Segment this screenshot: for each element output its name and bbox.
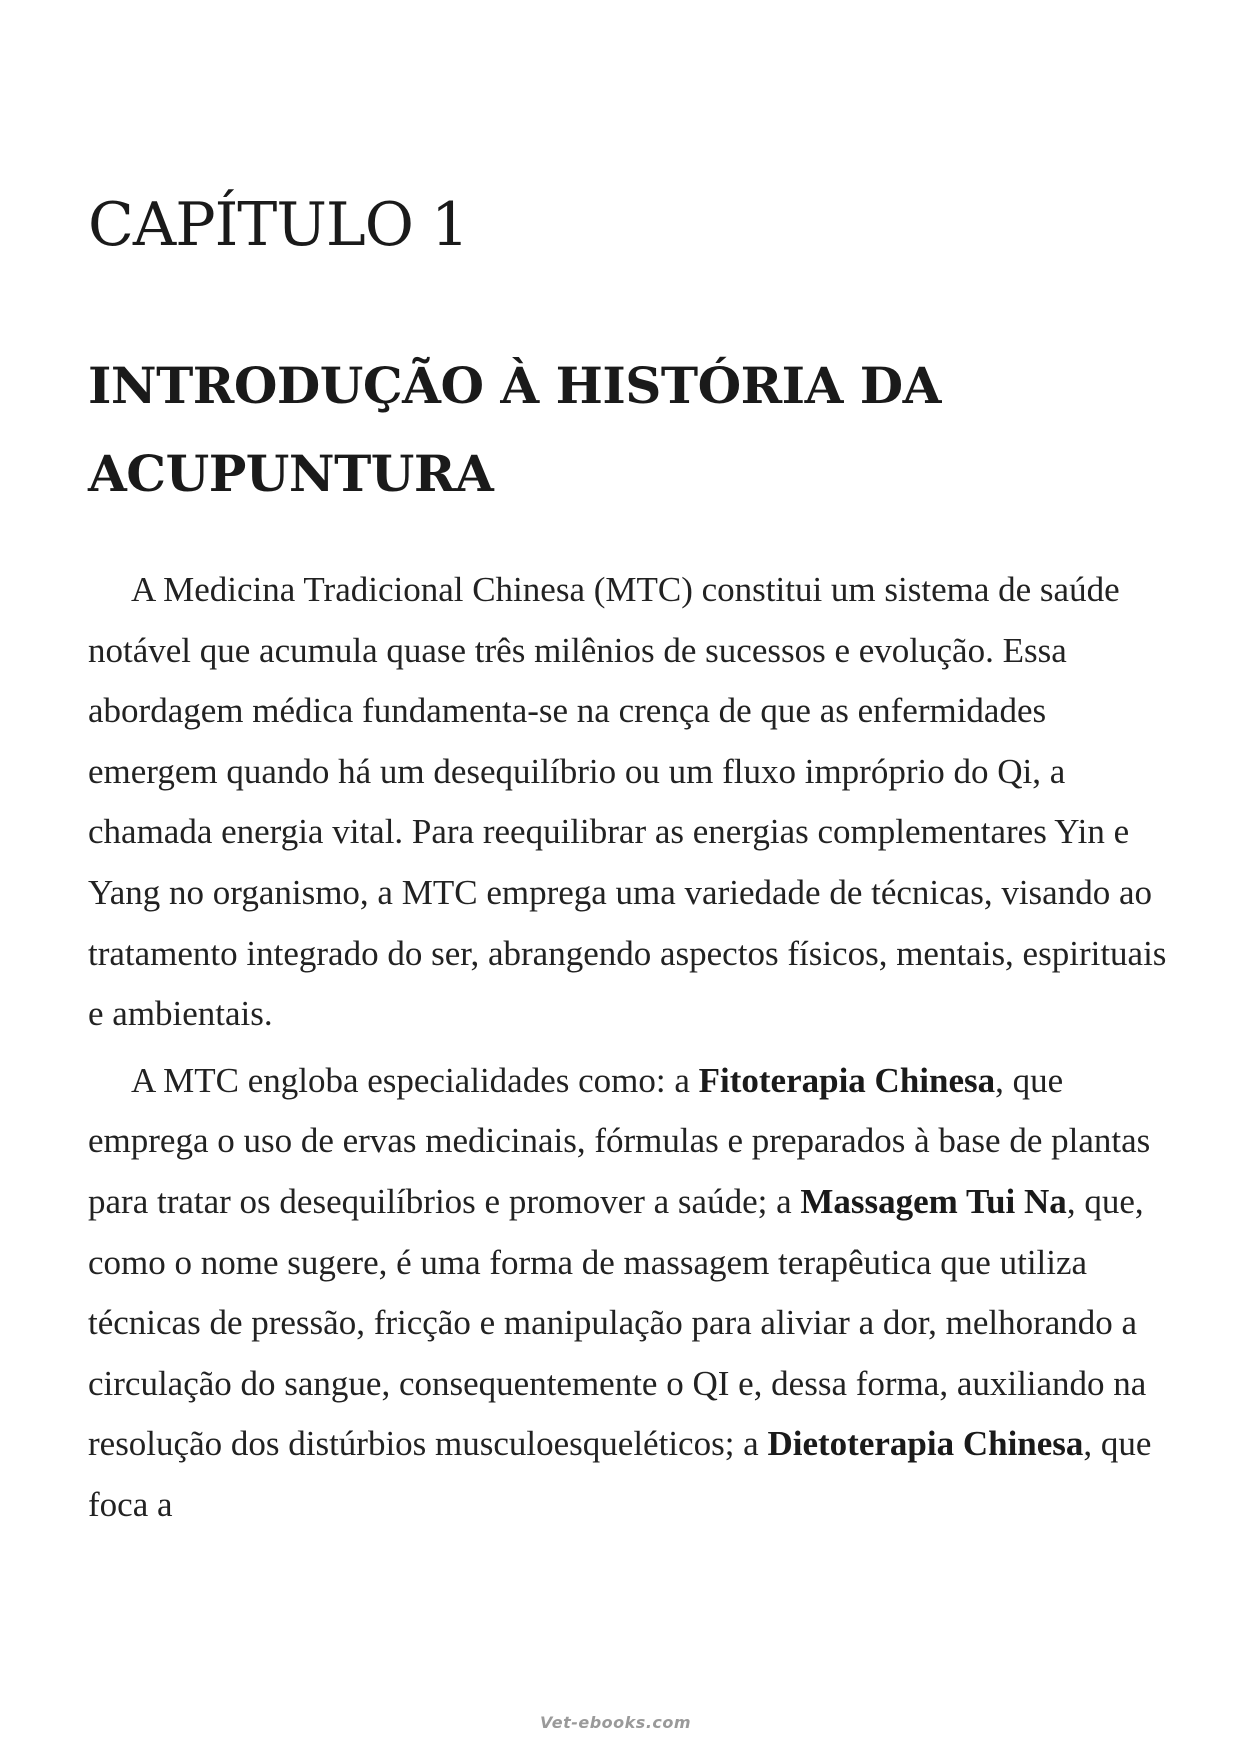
chapter-heading: CAPÍTULO 1 xyxy=(88,190,469,260)
chapter-title xyxy=(88,342,1158,518)
paragraph-1: A Medicina Tradicional Chinesa (MTC) constitui um sistema de saúde notável que acumula quase três milênios de sucessos e evolução. Essa abordagem médica fundamenta-se na crença de que as enfermidades emergem quando há um desequilíbrio ou um fluxo impróprio do Qi, a chamada energia vital. Para reequilibrar as energias complementares Yin e Yang no organismo, a MTC emprega uma variedade de técnicas, visando ao tratamento integrado do ser, abrangendo aspectos físicos, mentais, espirituais e ambientais. xyxy=(88,570,1167,1034)
term-fitoterapia-chinesa: Fitoterapia Chinesa xyxy=(698,1060,996,1100)
term-massagem-tui-na: Massagem Tui Na xyxy=(800,1181,1067,1221)
book-page xyxy=(88,0,1168,1755)
paragraph-2-text: , que foca a xyxy=(88,1424,1152,1524)
chapter-title-line-1: INTRODUÇÃO À HISTÓRIA DA xyxy=(88,356,941,415)
paragraph-2-text: , que emprega o uso de ervas medicinais, fórmulas e preparados à base de plantas para tratar os desequilíbrios e promover a saúde; a xyxy=(88,1060,1151,1221)
term-dietoterapia-chinesa: Dietoterapia Chinesa xyxy=(767,1424,1084,1464)
paragraph-2-text: , que, como o nome sugere, é uma forma de massagem terapêutica que utiliza técnicas de pressão, fricção e manipulação para aliviar a dor, melhorando a circulação do sangue, consequentemente o QI e, dessa forma, auxiliando na resolução dos distúrbios musculoesqueléticos; a xyxy=(88,1181,1147,1464)
paragraph-2-text: A MTC engloba especialidades como: a xyxy=(131,1060,699,1100)
watermark-logo: Vet-ebooks.com xyxy=(540,1713,692,1732)
paragraph-2 xyxy=(88,1051,1168,1536)
chapter-title-line-2: ACUPUNTURA xyxy=(88,444,494,503)
body-text xyxy=(88,560,1168,1542)
